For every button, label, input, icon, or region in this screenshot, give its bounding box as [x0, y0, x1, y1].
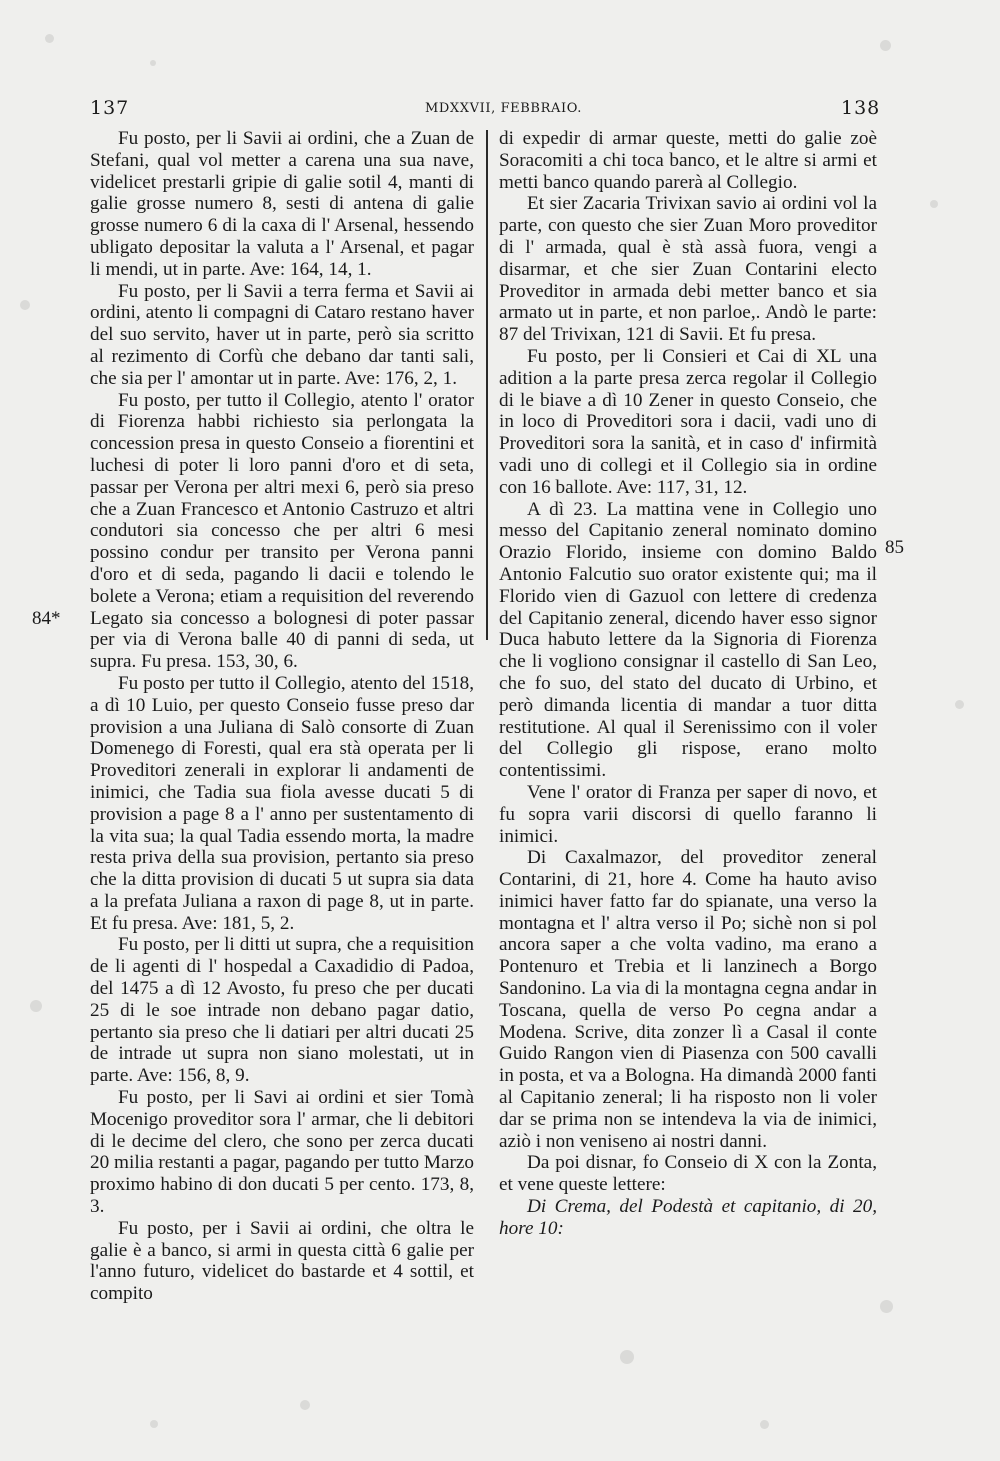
paper-spot — [955, 700, 964, 709]
margin-note-right: 85 — [885, 537, 904, 558]
paragraph: Fu posto, per li Savii ai ordini, che a Zuan de Stefani, qual vol metter a carena una sua nave, videlicet prestarli gripie di galie sotil 4, manti di galie grosse numero 8, sesti di antena di galie grosse numero 6 di la caxa di l' Arsenal, hessendo ubligato depositar la valuta a l' Arsenal, et pagar li mendi, ut in parte. Ave: 164, 14, 1. — [90, 128, 474, 280]
paper-spot — [300, 1400, 310, 1410]
paragraph: Fu posto, per li Savi ai ordini et sier Tomà Mocenigo proveditor sora l' armar, che li debitori di le decime del clero, che sono per zerca ducati 20 milia restanti a pagar, pagando per tutto Marzo proximo habino di don ducati 5 per cento. 173, 8, 3. — [90, 1087, 474, 1218]
paragraph: Fu posto, per li Savii a terra ferma et Savii ai ordini, atento li compagni di Cataro restano haver del suo servito, haver ut in parte, però sia scritto al rezimento di Corfù che debano dar tanti sali, che sia per l' amontar ut in parte. Ave: 176, 2, 1. — [90, 280, 474, 389]
right-column — [499, 128, 877, 1240]
paragraph: Fu posto, per i Savii ai ordini, che oltra le galie è a banco, si armi in questa città 6 galie per l'anno futuro, videlicet do bastarde et 4 sottil, et compito — [90, 1217, 474, 1305]
left-column — [90, 128, 474, 1305]
page-header — [0, 97, 1000, 127]
paragraph: di expedir di armar queste, metti do galie zoè Soracomiti a chi toca banco, et le altre si armi et metti banco quando parerà al Collegio. — [499, 128, 877, 193]
paragraph: Et sier Zacaria Trivixan savio ai ordini vol la parte, con questo che sier Zuan Moro proveditor di l' armada, qual è stà assà fuora, vengi a disarmar, et che sier Zuan Contarini electo Proveditor in armada debi metter banco et sia armato ut in parte, et non parloe,. Andò le parte: 87 del Trivixan, 121 di Savii. Et fu presa. — [499, 193, 877, 346]
paragraph: Vene l' orator di Franza per saper di novo, et fu sopra varii discorsi di quello faranno li inimici. — [499, 781, 877, 847]
paragraph: Fu posto, per li Consieri et Cai di XL una adition a la parte presa zerca regolar il Collegio di le biave a dì 10 Zener in questo Conseio, che in loco di Proveditori sora i dacii, vadi uno di Proveditori sora la sanità, et in caso d' infirmità vadi uno di collegi et il Collegio sia in ordine con 16 ballote. Ave: 117, 31, 12. — [499, 345, 877, 498]
paper-spot — [880, 40, 891, 51]
paper-spot — [760, 1420, 769, 1429]
paper-spot — [45, 34, 54, 43]
column-divider — [486, 130, 488, 640]
paragraph: Fu posto, per tutto il Collegio, atento l' orator di Fiorenza habbi richiesto sia perlongata la concession presa in questo Conseio a fiorentini et luchesi di poter li loro panni d'oro et di seta, passar per Verona per altri mexi 6, però sia preso che a Zuan Francesco et Antonio Castruzo et altri condutori sia concesso che per altri 6 mesi possino condur per transito per Verona panni d'oro et di seda, pagando li dacii e tolendo le bolete a Verona; etiam a requisition del reverendo Legato sia concesso a bolognesi di poter passar per via di Verona balle 40 di panni di seda, ut supra. Fu presa. 153, 30, 6. — [90, 389, 474, 673]
paper-spot — [880, 1300, 893, 1313]
paragraph: Di Caxalmazor, del proveditor zeneral Contarini, di 21, hore 4. Come ha hauto aviso inimici haver fatto far do spianate, una verso la montagna et l' altra verso il Po; sichè non si pol ancora saper a che volta vadino, ma erano a Pontenuro et Trebia et li lanzinech a Borgo Sandonino. La via di la montagna cegna andar in Toscana, quella de verso Po cegna andar a Modena. Scrive, dita zonzer lì a Casal il conte Guido Rangon vien di Piasenza con 500 cavalli in posta, et va a Bologna. Ha dimandà 2000 fanti al Capitanio zeneral; li ha risposto non li voler dar se prima non se intendeva la via de inimici, aziò i non veniseno ai nostri danni. — [499, 847, 877, 1152]
paragraph-heading: Di Crema, del Podestà et capitanio, di 20, hore 10: — [499, 1196, 877, 1239]
paragraph: Fu posto, per li ditti ut supra, che a requisition de li agenti di l' hospedal a Caxadidio di Padoa, del 1475 a dì 12 Avosto, fu preso che per ducati 25 di le soe intrade non debano pagar datio, pertanto sia preso che li datiari per altri ducati 25 de intrade ut supra non siano molestati, ut in parte. Ave: 156, 8, 9. — [90, 934, 474, 1087]
paper-spot — [20, 300, 30, 310]
paragraph: Da poi disnar, fo Conseio di X con la Zonta, et vene queste lettere: — [499, 1152, 877, 1196]
paragraph: A dì 23. La mattina vene in Collegio uno messo del Capitanio zeneral nominato domino Orazio Florido, insieme con domino Baldo Antonio Falcutio suo orator existente qui; ma il Florido vien di Gazuol con lettere di credenza del Capitanio zeneral, dicendo haver esso signor Duca habuto lettere da la Signoria di Fiorenza che li vogliono consignar il castello di San Leo, che fo suo, del stato del ducato di Urbino, et però dimanda licentia di mandar a tuor ditta restitutione. Al qual il Serenissimo con il voler del Collegio gli rispose, erano molto contentissimi. — [499, 498, 877, 782]
page-number-right: 138 — [841, 97, 881, 119]
paper-spot — [30, 1000, 42, 1012]
paragraph: Fu posto per tutto il Collegio, atento del 1518, a dì 10 Luio, per questo Conseio fusse preso dar provision a una Juliana di Salò consorte di Zuan Domenego di Foresti, qual era stà operata per li Proveditori zenerali in explorar li andamenti de inimici, che Tadia sua fiola avesse ducati 5 di provision a page 8 a l' anno per sustentamento di la vita sua; la qual Tadia essendo morta, la madre resta priva della sua provision, pertanto sia preso che la ditta provision di ducati 5 ut supra sia data a la prefata Juliana a raxon di page 8, ut in parte. Et fu presa. Ave: 181, 5, 2. — [90, 672, 474, 934]
running-title: MDXXVII, FEBBRAIO. — [425, 101, 582, 116]
paper-spot — [150, 60, 156, 66]
margin-note-left: 84* — [32, 608, 61, 629]
paper-spot — [930, 200, 938, 208]
paper-spot — [150, 1420, 158, 1428]
page-number-left: 137 — [90, 97, 130, 119]
paper-spot — [620, 1350, 634, 1364]
